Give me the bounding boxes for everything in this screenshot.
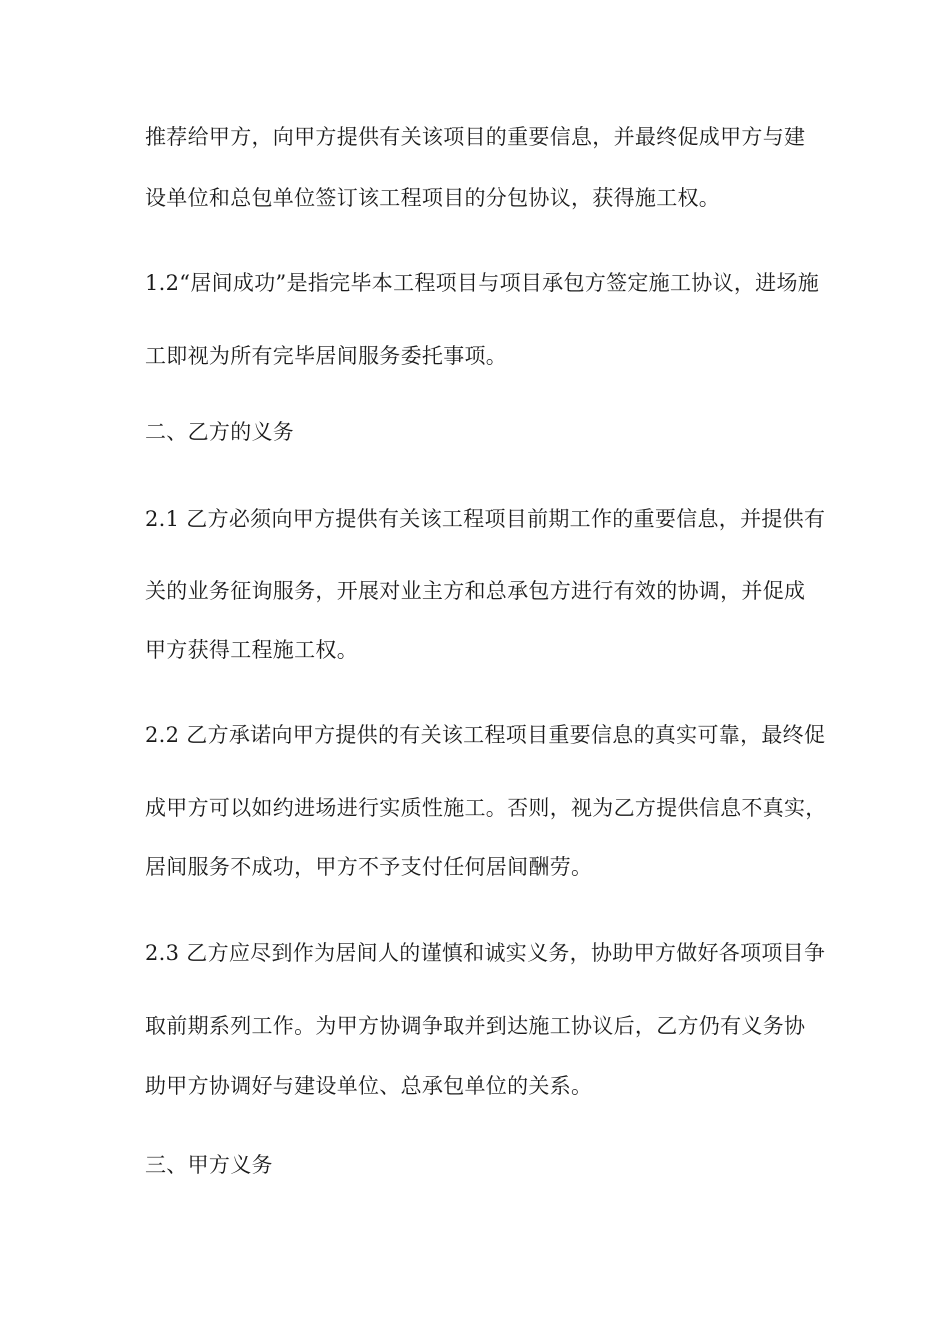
section-heading-2: 二、乙方的义务 xyxy=(145,420,295,444)
paragraph-1-1-line-2: 设单位和总包单位签订该工程项目的分包协议，获得施工权。 xyxy=(145,186,721,210)
paragraph-1-1-line-1: 推荐给甲方，向甲方提供有关该项目的重要信息，并最终促成甲方与建 xyxy=(145,125,806,149)
paragraph-2-3-line-3: 助甲方协调好与建设单位、总承包单位的关系。 xyxy=(145,1074,593,1098)
paragraph-2-1-line-2: 关的业务征询服务，开展对业主方和总承包方进行有效的协调，并促成 xyxy=(145,579,806,603)
paragraph-2-3-line-1: 2.3 乙方应尽到作为居间人的谨慎和诚实义务，协助甲方做好各项项目争 xyxy=(145,941,826,965)
paragraph-1-2-line-2: 工即视为所有完毕居间服务委托事项。 xyxy=(145,344,508,368)
paragraph-2-3-line-2: 取前期系列工作。为甲方协调争取并到达施工协议后，乙方仍有义务协 xyxy=(145,1014,806,1038)
paragraph-2-2-line-3: 居间服务不成功，甲方不予支付任何居间酬劳。 xyxy=(145,855,593,879)
paragraph-2-2-line-2: 成甲方可以如约进场进行实质性施工。否则，视为乙方提供信息不真实， xyxy=(145,796,827,820)
paragraph-1-2-line-1: 1.2“居间成功”是指完毕本工程项目与项目承包方签定施工协议，进场施 xyxy=(145,271,820,295)
paragraph-2-2-line-1: 2.2 乙方承诺向甲方提供的有关该工程项目重要信息的真实可靠，最终促 xyxy=(145,723,826,747)
paragraph-2-1-line-3: 甲方获得工程施工权。 xyxy=(145,638,358,662)
paragraph-2-1-line-1: 2.1 乙方必须向甲方提供有关该工程项目前期工作的重要信息，并提供有 xyxy=(145,507,826,531)
section-heading-3: 三、甲方义务 xyxy=(145,1153,273,1177)
